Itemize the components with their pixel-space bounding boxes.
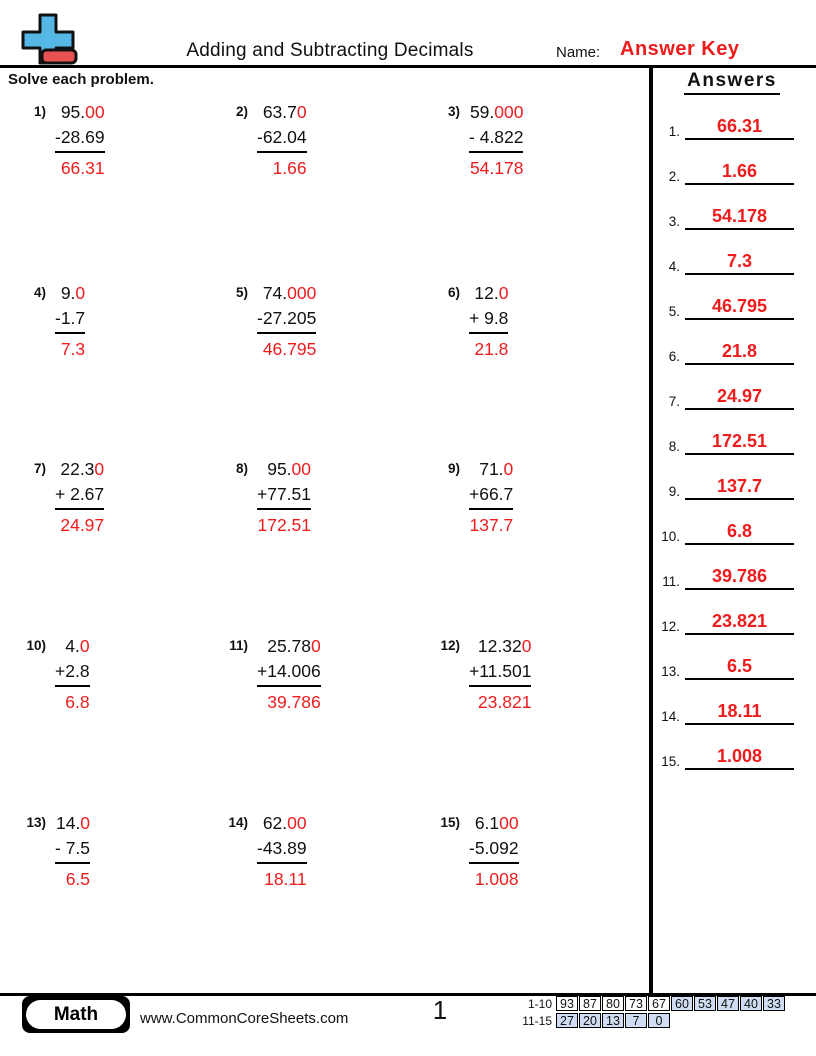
answer-value: 24.97 [685, 385, 794, 410]
problem-number-label: 15) [440, 815, 460, 830]
problem-answer: 54.178 [469, 158, 524, 178]
score-range-label-2: 11-15 [522, 1014, 552, 1028]
problem-second-operand: -27.205 [257, 306, 316, 334]
answer-number-label: 1. [668, 124, 680, 139]
answer-value: 172.51 [685, 430, 794, 455]
problem-13 [6, 811, 90, 892]
answer-value: 137.7 [685, 475, 794, 500]
problem-5 [208, 281, 316, 362]
problem-number-label: 11) [229, 638, 248, 653]
problem-top-operand: 14.0 [55, 813, 91, 833]
answer-row-5 [648, 292, 794, 320]
problem-6 [420, 281, 508, 362]
problem-answer: 1.66 [272, 158, 307, 178]
answer-row-12 [648, 607, 794, 635]
problem-second-operand: -28.69 [55, 125, 105, 153]
problem-answer: 66.31 [60, 158, 105, 178]
answer-value: 54.178 [685, 205, 794, 230]
problem-top-operand: 95.00 [60, 102, 105, 122]
score-cell: 20 [579, 1013, 601, 1028]
problem-14 [208, 811, 307, 892]
problem-1 [6, 100, 105, 181]
answer-number-label: 5. [668, 304, 680, 319]
answers-header [654, 70, 810, 95]
answer-value: 1.008 [685, 745, 794, 770]
name-label: Name: [556, 44, 601, 61]
answer-value: 6.8 [685, 520, 794, 545]
problem-number-label: 3) [447, 104, 460, 119]
problem-9 [420, 457, 513, 538]
problem-second-operand: - 7.5 [55, 836, 90, 864]
problem-second-operand: + 2.67 [55, 482, 104, 510]
problem-top-operand: 95.00 [267, 459, 312, 479]
problem-work [257, 457, 311, 538]
answer-row-6 [648, 337, 794, 365]
problem-second-operand: -1.7 [55, 306, 85, 334]
answer-number-label: 13. [661, 664, 680, 679]
problem-12 [420, 634, 531, 715]
score-row-2 [556, 1013, 671, 1028]
problem-top-operand: 9.0 [60, 283, 86, 303]
answer-value: 6.5 [685, 655, 794, 680]
problem-number-label: 7) [33, 461, 46, 476]
problem-work [257, 634, 321, 715]
problem-10 [6, 634, 90, 715]
score-cell: 67 [648, 996, 670, 1011]
problem-top-operand: 6.100 [474, 813, 519, 833]
problem-answer: 172.51 [257, 515, 312, 535]
problem-number-label: 6) [447, 285, 460, 300]
answer-value: 39.786 [685, 565, 794, 590]
problem-second-operand: - 4.822 [469, 125, 523, 153]
answer-row-7 [648, 382, 794, 410]
answer-number-label: 9. [668, 484, 680, 499]
score-cell: 7 [625, 1013, 647, 1028]
problem-work [469, 811, 519, 892]
problem-number-label: 10) [26, 638, 46, 653]
answer-row-14 [648, 697, 794, 725]
problem-answer: 21.8 [474, 339, 509, 359]
problem-number-label: 2) [235, 104, 248, 119]
answer-number-label: 15. [661, 754, 680, 769]
problem-second-operand: +2.8 [55, 659, 90, 687]
problem-work [55, 100, 105, 181]
score-cell: 73 [625, 996, 647, 1011]
answer-row-1 [648, 112, 794, 140]
problem-top-operand: 4.0 [65, 636, 90, 656]
problem-7 [6, 457, 104, 538]
answer-number-label: 10. [661, 529, 680, 544]
answer-number-label: 2. [668, 169, 680, 184]
problem-8 [208, 457, 311, 538]
answer-value: 21.8 [685, 340, 794, 365]
problem-answer: 46.795 [262, 339, 317, 359]
problem-number-label: 9) [447, 461, 460, 476]
problem-top-operand: 71.0 [479, 459, 514, 479]
score-cell: 87 [579, 996, 601, 1011]
problem-work [257, 100, 307, 181]
problem-second-operand: +11.501 [469, 659, 531, 687]
answer-number-label: 12. [661, 619, 680, 634]
score-row-1 [556, 996, 786, 1011]
problem-answer: 137.7 [469, 515, 514, 535]
answer-number-label: 4. [668, 259, 680, 274]
subject-badge-label: Math [26, 1000, 126, 1029]
problem-number-label: 13) [26, 815, 46, 830]
problem-second-operand: +66.7 [469, 482, 513, 510]
problem-answer: 23.821 [477, 692, 532, 712]
answer-number-label: 14. [661, 709, 680, 724]
problem-work [55, 811, 90, 892]
score-cell: 47 [717, 996, 739, 1011]
problem-work [469, 457, 513, 538]
score-cell: 93 [556, 996, 578, 1011]
page-title: Adding and Subtracting Decimals [186, 40, 474, 61]
answer-value: 7.3 [685, 250, 794, 275]
plus-minus-logo-icon [16, 12, 80, 66]
problem-number-label: 14) [228, 815, 248, 830]
answer-row-8 [648, 427, 794, 455]
answer-row-4 [648, 247, 794, 275]
answer-value: 23.821 [685, 610, 794, 635]
answer-number-label: 8. [668, 439, 680, 454]
problem-number-label: 5) [235, 285, 248, 300]
score-cell: 60 [671, 996, 693, 1011]
subject-badge [22, 996, 130, 1033]
score-cell: 40 [740, 996, 762, 1011]
problem-second-operand: -5.092 [469, 836, 519, 864]
problem-top-operand: 63.70 [262, 102, 307, 122]
score-range-label-1: 1-10 [527, 997, 552, 1011]
problem-work [469, 100, 523, 181]
answer-row-15 [648, 742, 794, 770]
score-cell: 33 [763, 996, 785, 1011]
problem-top-operand: 12.0 [474, 283, 509, 303]
problem-work [257, 811, 307, 892]
answer-row-3 [648, 202, 794, 230]
problem-2 [208, 100, 307, 181]
problem-answer: 6.5 [65, 869, 91, 889]
problem-answer: 1.008 [474, 869, 519, 889]
answer-number-label: 3. [668, 214, 680, 229]
problem-top-operand: 74.000 [262, 283, 317, 303]
problem-answer: 6.8 [65, 692, 90, 712]
instructions-text: Solve each problem. [8, 71, 154, 88]
problem-second-operand: -62.04 [257, 125, 307, 153]
page-number: 1 [432, 995, 448, 1025]
answer-row-11 [648, 562, 794, 590]
problem-number-label: 4) [33, 285, 46, 300]
problem-top-operand: 12.320 [477, 636, 532, 656]
problem-top-operand: 59.000 [469, 102, 524, 122]
problem-work [257, 281, 316, 362]
answer-number-label: 6. [668, 349, 680, 364]
answer-value: 46.795 [685, 295, 794, 320]
answer-value: 1.66 [685, 160, 794, 185]
answer-row-2 [648, 157, 794, 185]
problem-work [55, 281, 85, 362]
problem-11 [208, 634, 321, 715]
problem-top-operand: 22.30 [60, 459, 105, 479]
score-cell: 13 [602, 1013, 624, 1028]
problem-second-operand: +14.006 [257, 659, 321, 687]
answer-value: 66.31 [685, 115, 794, 140]
problem-work [55, 634, 90, 715]
problem-second-operand: + 9.8 [469, 306, 508, 334]
answers-header-label: Answers [684, 70, 780, 95]
problem-answer: 7.3 [60, 339, 86, 359]
answer-row-10 [648, 517, 794, 545]
answer-key-text: Answer Key [620, 38, 740, 60]
score-cell: 27 [556, 1013, 578, 1028]
problem-3 [420, 100, 523, 181]
problem-work [469, 634, 531, 715]
problem-15 [420, 811, 519, 892]
answer-number-label: 11. [662, 574, 680, 589]
problem-number-label: 1) [33, 104, 46, 119]
problem-top-operand: 25.780 [267, 636, 321, 656]
website-text: www.CommonCoreSheets.com [140, 1010, 349, 1027]
answer-row-9 [648, 472, 794, 500]
problem-answer: 39.786 [267, 692, 321, 712]
problem-second-operand: -43.89 [257, 836, 307, 864]
answer-row-13 [648, 652, 794, 680]
problem-number-label: 8) [235, 461, 248, 476]
score-cell: 53 [694, 996, 716, 1011]
problem-work [55, 457, 104, 538]
problem-4 [6, 281, 85, 362]
problem-work [469, 281, 508, 362]
problem-answer: 18.11 [264, 869, 307, 889]
header-divider-line [0, 65, 816, 68]
answer-value: 18.11 [685, 700, 794, 725]
score-cell: 0 [648, 1013, 670, 1028]
problem-answer: 24.97 [60, 515, 105, 535]
problem-number-label: 12) [440, 638, 460, 653]
problem-second-operand: +77.51 [257, 482, 311, 510]
score-cell: 80 [602, 996, 624, 1011]
problem-top-operand: 62.00 [262, 813, 307, 833]
answer-number-label: 7. [668, 394, 680, 409]
